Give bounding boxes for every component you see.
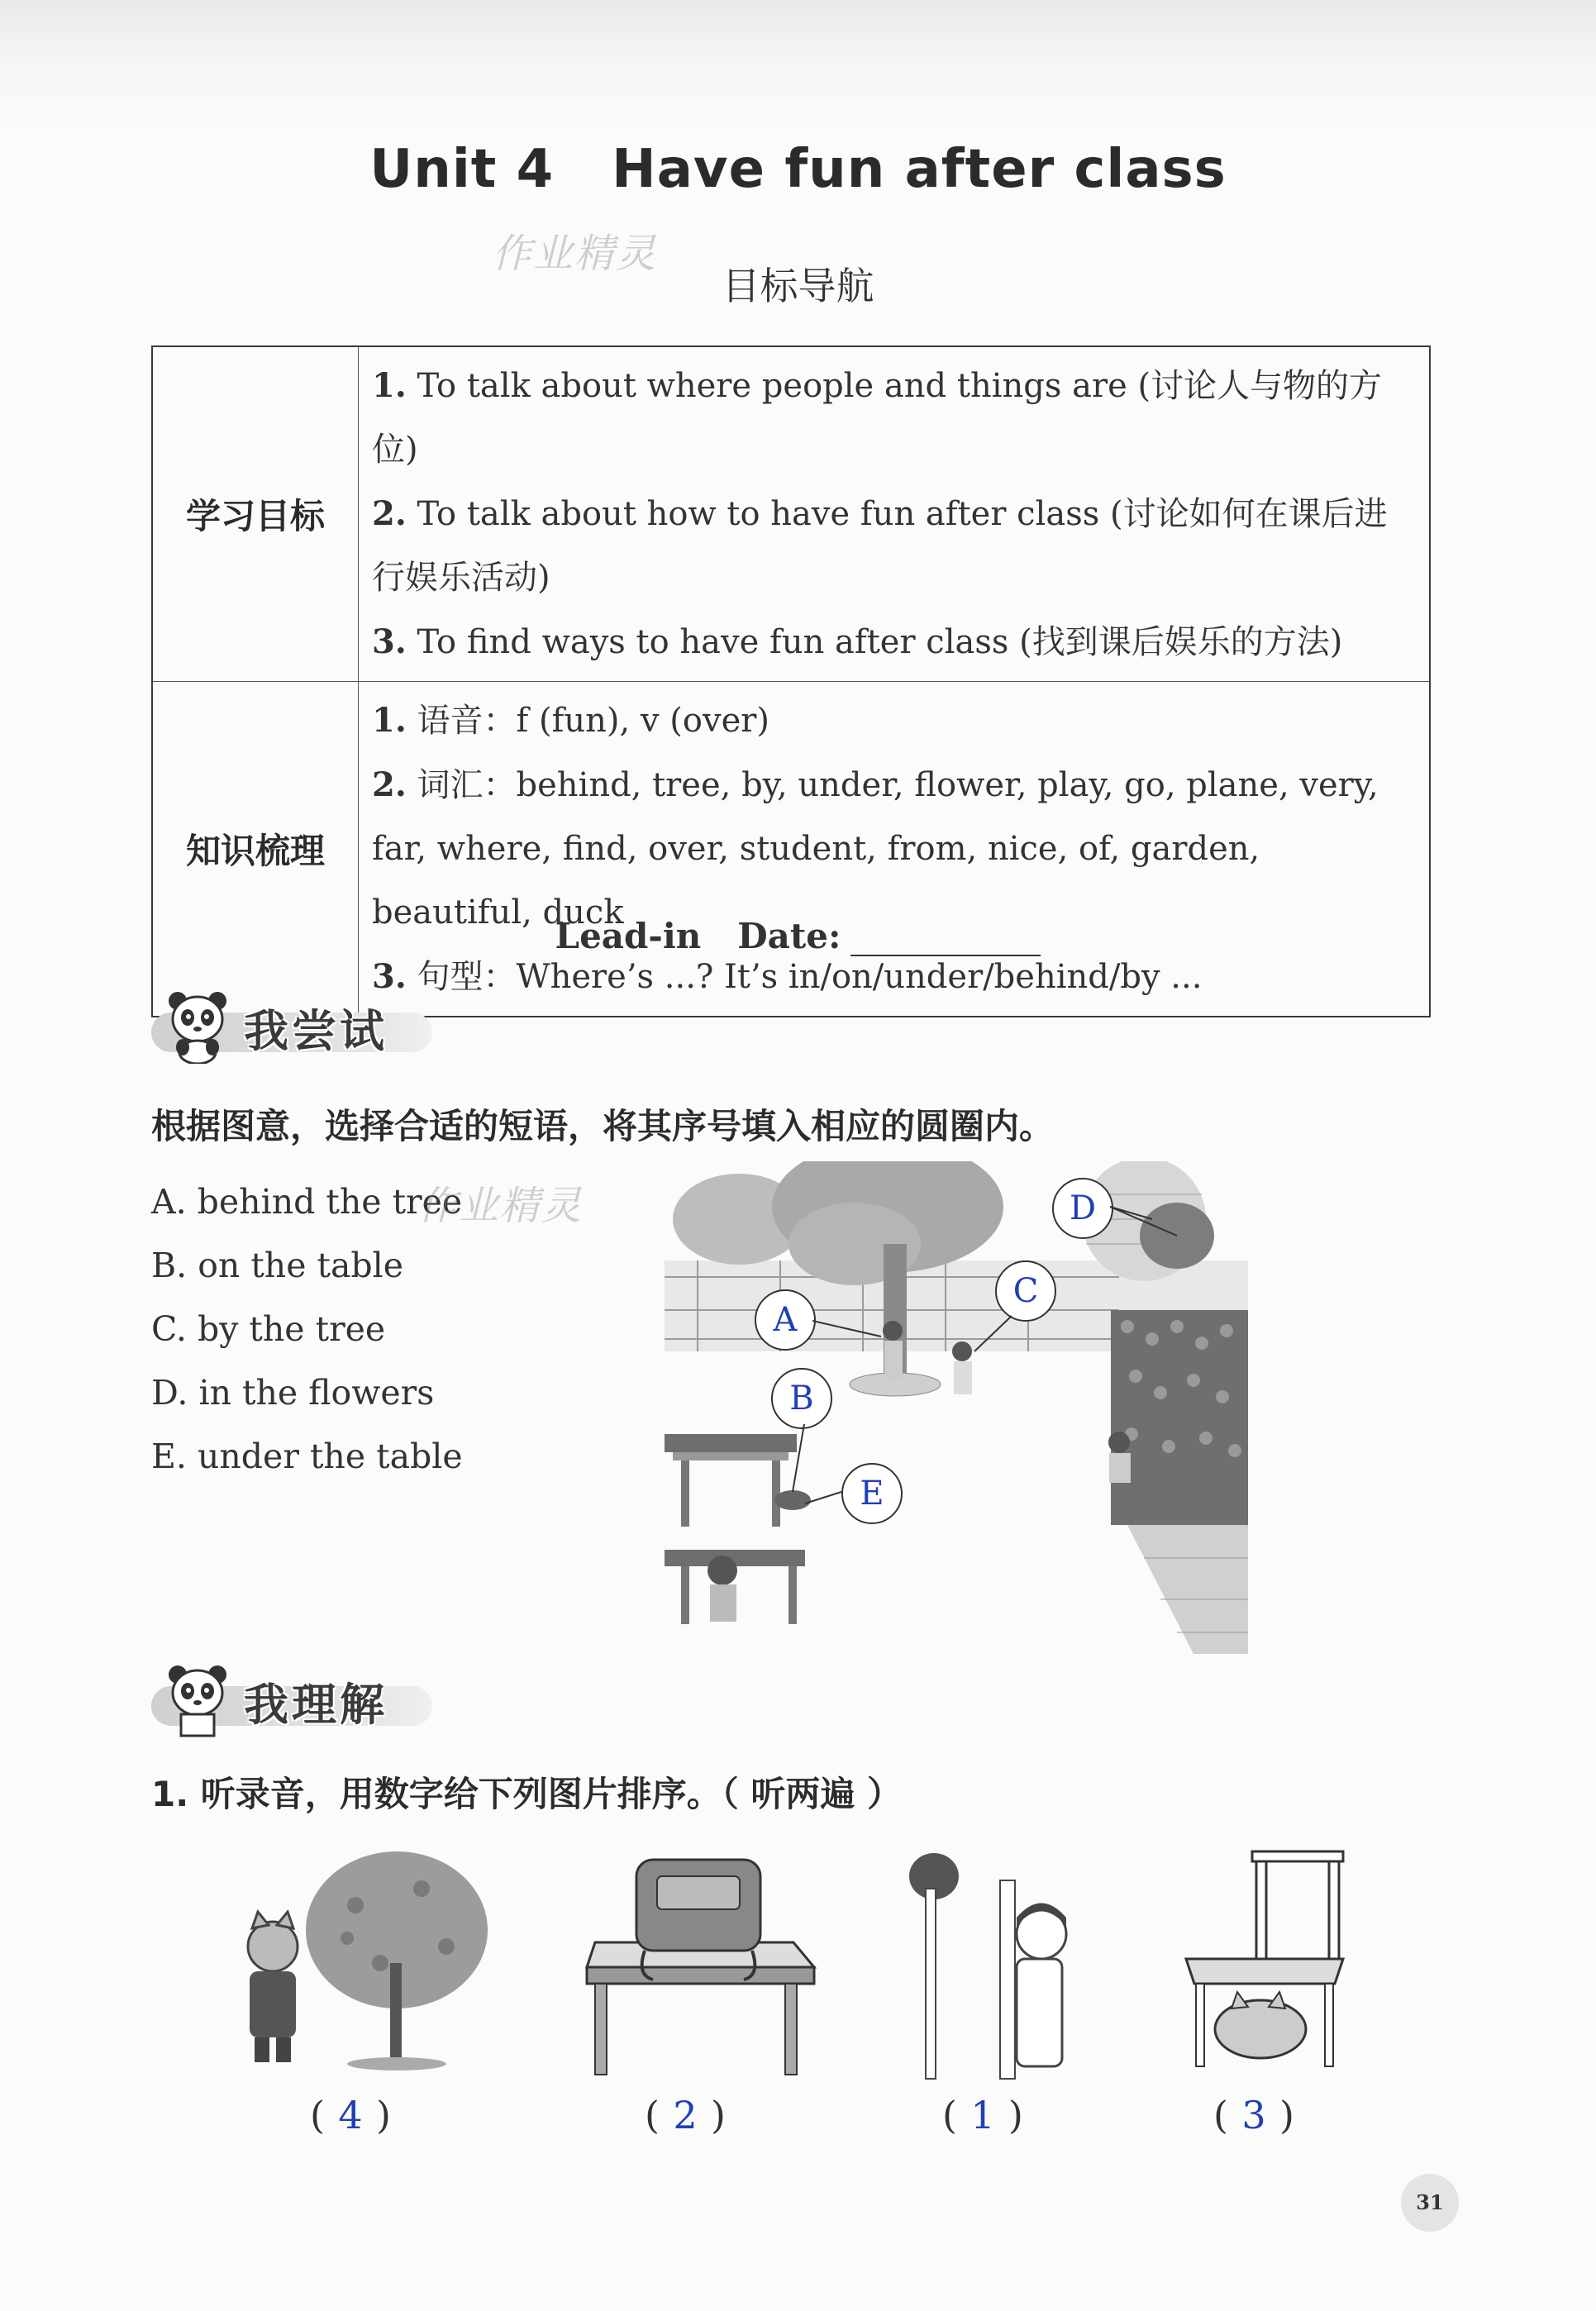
answer-blank[interactable]: 1 [970,2093,995,2137]
row-content [359,682,1431,1017]
row-content [359,346,1431,682]
goal-item: 2. 词汇：behind, tree, by, under, flower, play, go, plane, very, far, where, find, over, student, from, nice, of, garden, beautiful, duck [372,765,1379,932]
answer-blank[interactable]: 2 [673,2093,698,2137]
option-d: D. in the flowers [151,1373,435,1413]
pointer-lines [665,1161,1248,1654]
goals-row-knowledge [152,682,1430,1017]
lead-in-line: Lead-in Date: [0,916,1596,956]
banner-label: 我尝试 [244,1005,388,1057]
answer-circle-under-table[interactable]: E [841,1463,903,1524]
banner-try [151,996,449,1057]
answer-circle-behind-tree[interactable]: A [755,1289,816,1351]
page-number: 31 [1401,2174,1459,2232]
playground-scene [665,1161,1248,1654]
answer-paren-2: ( 2 ) [645,2093,726,2137]
option-b: B. on the table [151,1246,404,1285]
cat-by-tree-picture [231,1839,496,2079]
panda-icon [164,989,231,1064]
option-a: A. behind the tree [151,1182,463,1222]
watermark: 作业精灵 [492,231,658,277]
banner-label: 我理解 [244,1679,388,1731]
unit-title: Unit 4 Have fun after class [369,139,1227,200]
goal-item: 1. To talk about where people and things are (讨论人与物的方位) [372,366,1383,469]
goal-item: 3. 句型：Where’s ...? It’s in/on/under/behind/by ... [372,957,1203,996]
date-blank[interactable] [850,922,1041,956]
goal-item: 3. To find ways to have fun after class (找到课后娱乐的方法) [372,622,1343,661]
answer-paren-3: ( 1 ) [942,2093,1023,2137]
answer-paren-1: ( 4 ) [310,2093,391,2137]
answer-paren-4: ( 3 ) [1213,2093,1294,2137]
section-heading: 目标导航 [722,264,874,308]
option-c: C. by the tree [151,1309,386,1349]
row-label: 学习目标 [152,346,359,682]
bag-on-table-picture [579,1843,818,2083]
watermark: 作业精灵 [417,1183,584,1229]
answer-blank[interactable]: 4 [338,2093,363,2137]
answer-circle-by-tree[interactable]: C [995,1260,1056,1322]
banner-understand [151,1670,449,1731]
row-label: 知识梳理 [152,682,359,1017]
answer-circle-in-flowers[interactable]: D [1052,1178,1113,1239]
girl-behind-tree-picture [901,1839,1099,2083]
answer-circle-on-table[interactable]: B [771,1368,832,1429]
cat-under-chair-picture [1178,1843,1360,2075]
goals-row-learning [152,346,1430,682]
page-top-shade [0,0,1596,132]
goal-item: 1. 语音：f (fun), v (over) [372,701,769,740]
goal-item: 2. To talk about how to have fun after class (讨论如何在课后进行娱乐活动) [372,494,1388,597]
option-e: E. under the table [151,1437,463,1476]
instruction-understand: 1. 听录音，用数字给下列图片排序。（ 听两遍 ） [151,1774,903,1814]
answer-blank[interactable]: 3 [1241,2093,1266,2137]
panda-icon [164,1663,231,1737]
instruction-try: 根据图意，选择合适的短语，将其序号填入相应的圆圈内。 [151,1106,1055,1146]
